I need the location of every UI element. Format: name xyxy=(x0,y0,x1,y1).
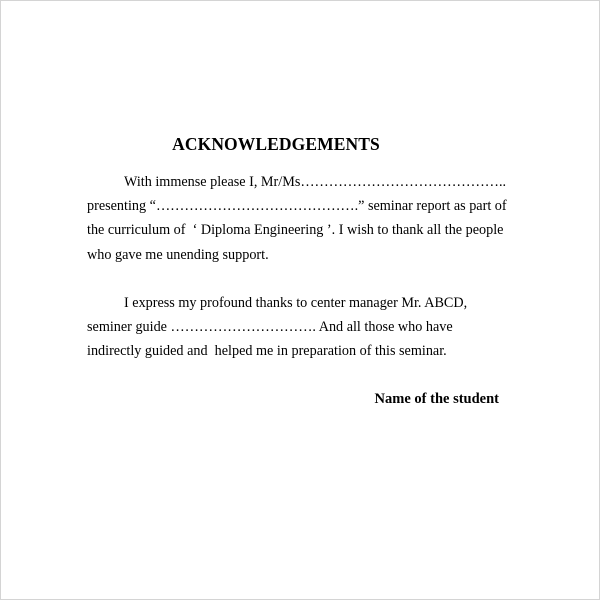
paragraph-line: seminer guide …………………………. And all those who have xyxy=(87,319,453,335)
paragraph-line: With immense please I, Mr/Ms…………………………………….. xyxy=(124,174,507,190)
paragraph-line: presenting “…………………………………….” seminar report as part of xyxy=(87,198,507,214)
paragraph-line: I express my profound thanks to center manager Mr. ABCD, xyxy=(124,295,468,311)
page-title: ACKNOWLEDGEMENTS xyxy=(172,134,380,154)
signature-line: Name of the student xyxy=(374,391,499,407)
paragraph-line: who gave me unending support. xyxy=(87,247,269,263)
paragraph-line: indirectly guided and helped me in preparation of this seminar. xyxy=(87,343,447,359)
paragraph-line: the curriculum of ‘ Diploma Engineering ’. I wish to thank all the people xyxy=(87,222,504,238)
